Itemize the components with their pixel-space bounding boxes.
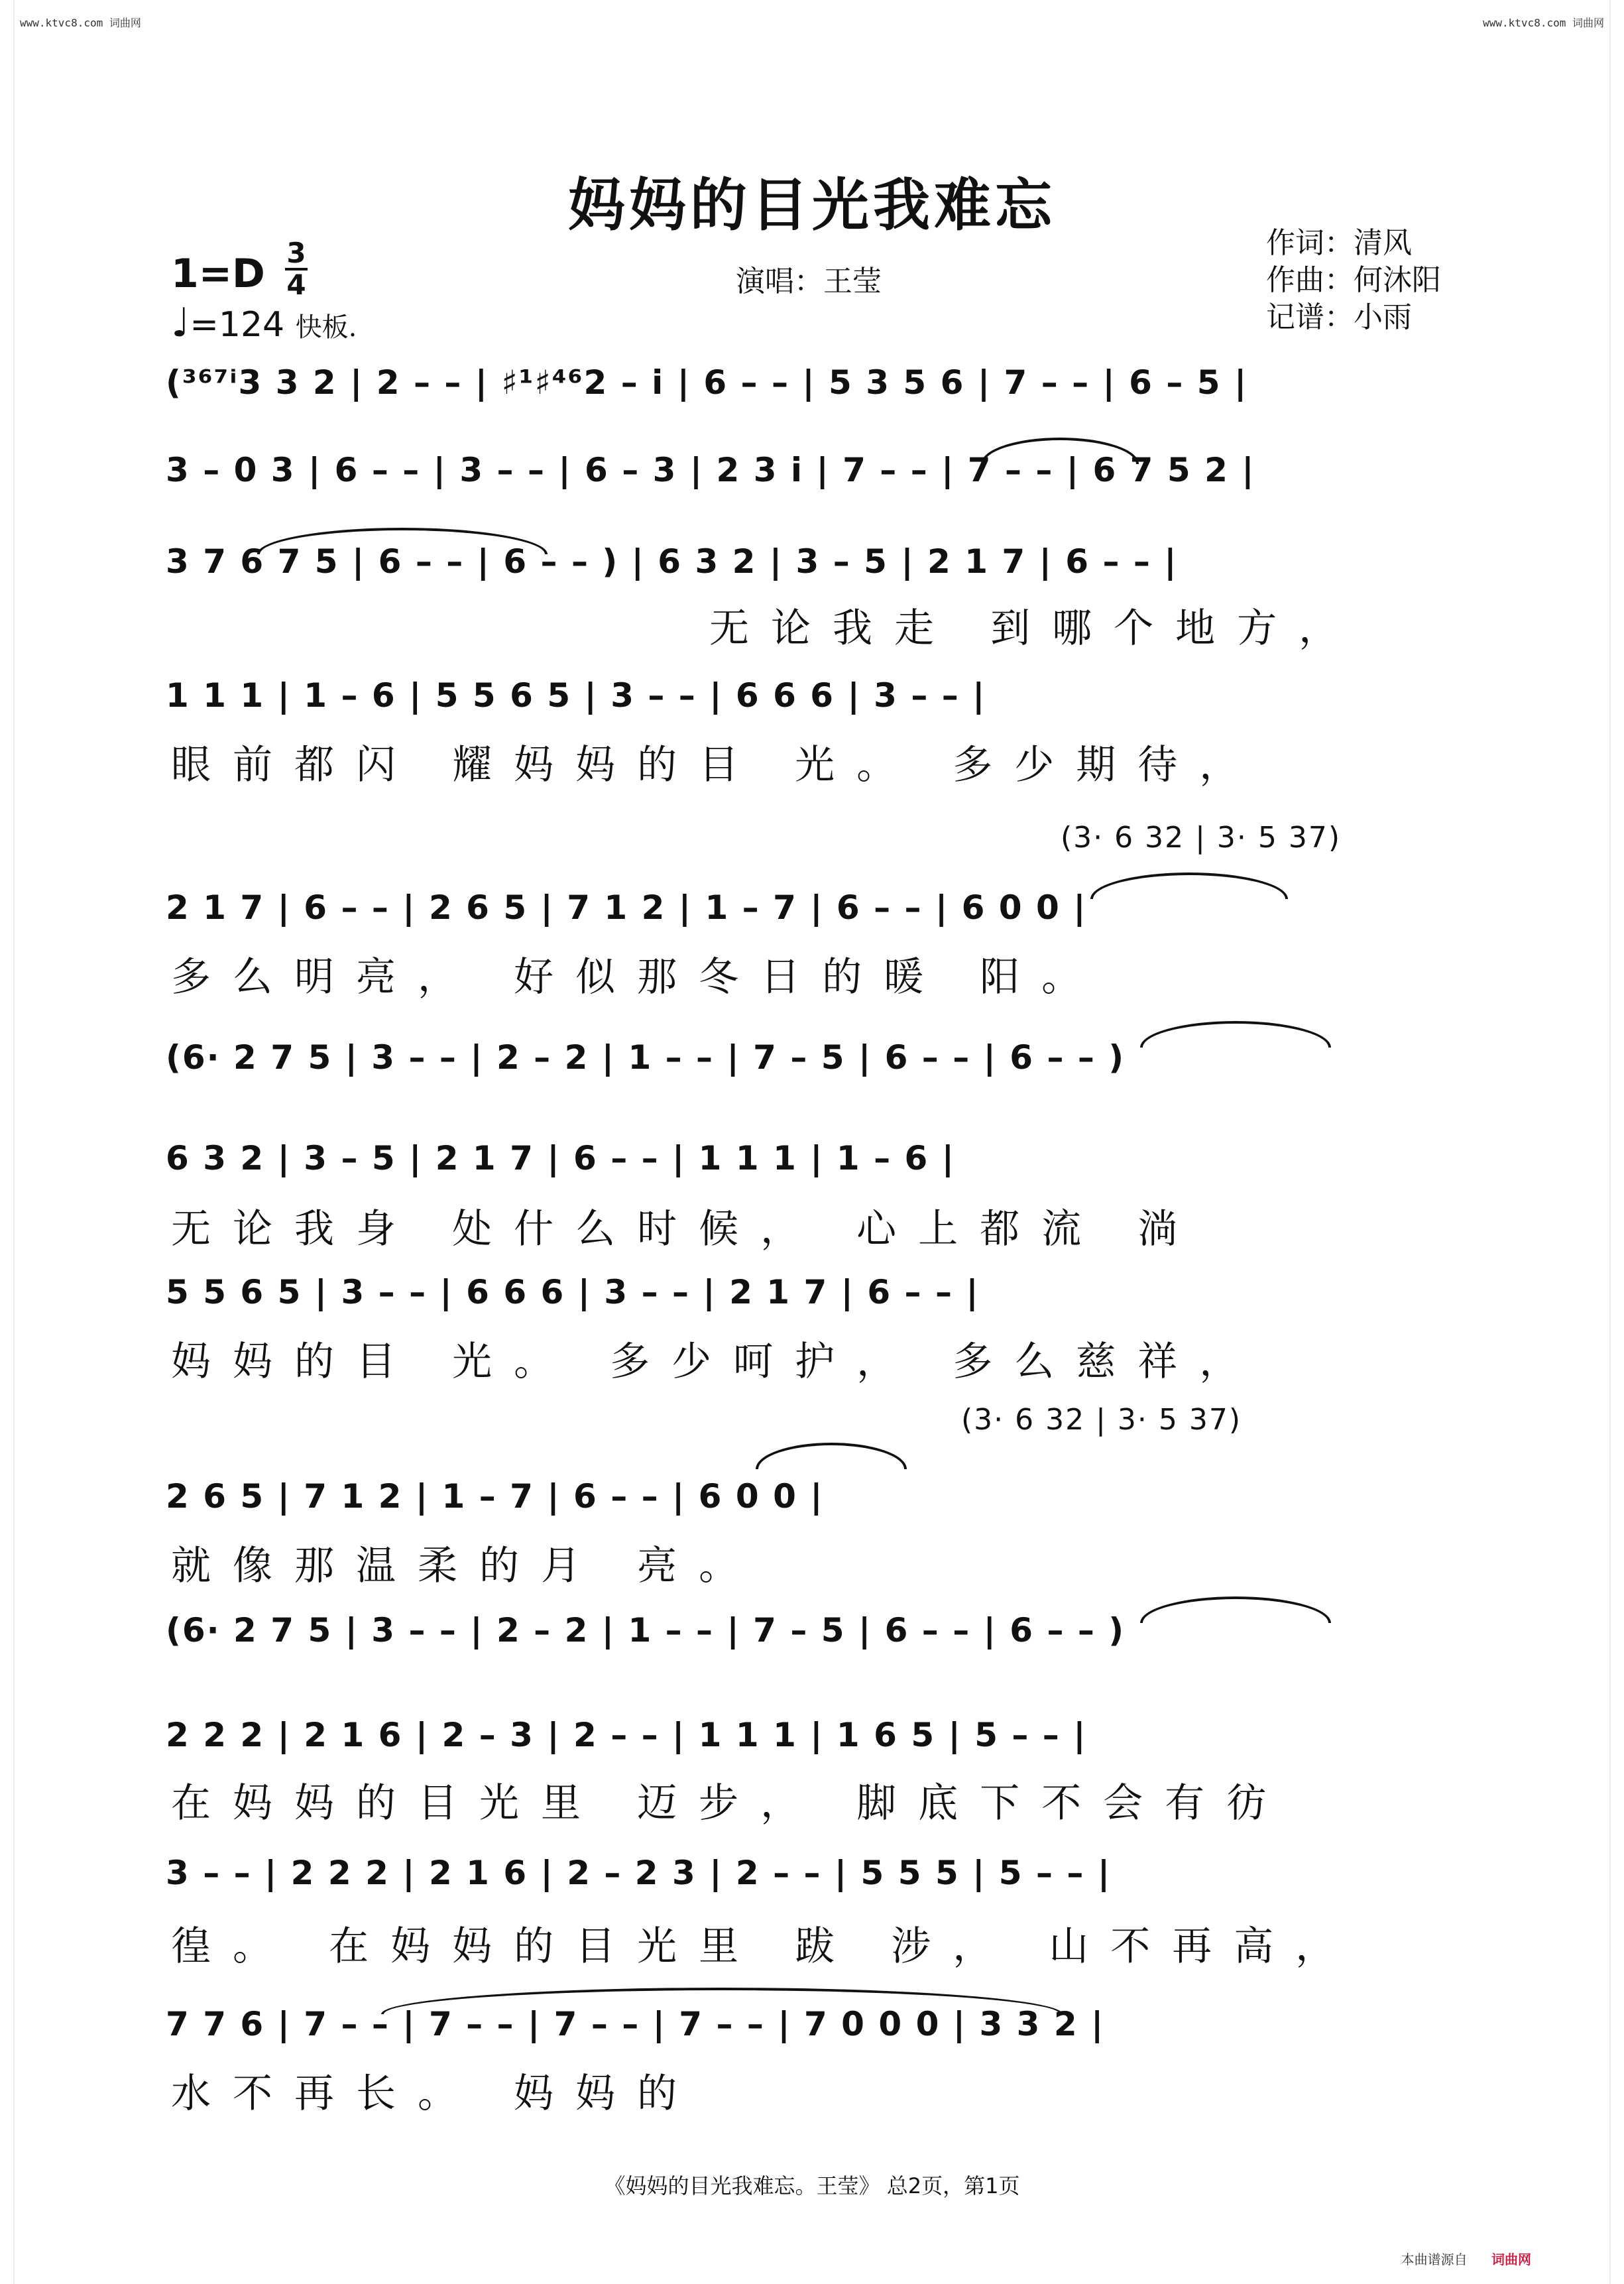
- notation-row-7: 6 3 2 | 3 – 5 | 2 1 7 | 6 – – | 1 1 1 | 1 – 6 |: [166, 1139, 955, 1177]
- lyric-row-9: 就像那温柔的月 亮。: [171, 1543, 761, 1589]
- page-footer: 《妈妈的目光我难忘。王莹》 总2页，第1页: [604, 2173, 1020, 2198]
- slur-mark: [756, 1443, 907, 1469]
- notation-row-1: (³⁶⁷ⁱ3 3 2 | 2 – – | ♯¹♯⁴⁶2 – i | 6 – – | 5 3 5 6 | 7 – – | 6 – 5 |: [166, 363, 1248, 402]
- slur-mark: [381, 1988, 1063, 2014]
- left-border-strip: [0, 0, 15, 2284]
- transcriber: 记谱：小雨: [1266, 300, 1412, 334]
- notation-row-9: 2 6 5 | 7 1 2 | 1 – 7 | 6 – – | 6 0 0 |: [166, 1477, 824, 1516]
- notation-row-13: 7 7 6 | 7 – – | 7 – – | 7 – – | 7 – – | 7 0 0 0 | 3 3 2 |: [166, 2005, 1105, 2043]
- lyric-row-8: 妈妈的目 光。 多少呵护， 多么慈祥，: [171, 1339, 1261, 1385]
- tempo-marking: [171, 300, 357, 346]
- header-right: www.ktvc8.com 词曲网: [1483, 17, 1604, 29]
- brand-text: 本曲谱源自: [1401, 2252, 1468, 2267]
- lyric-row-12: 徨。 在妈妈的目光里 跋 涉， 山不再高，: [171, 1923, 1358, 1970]
- lyric-row-3: 无论我走 到哪个地方，: [709, 605, 1361, 652]
- singer: 演唱：王莹: [736, 265, 882, 298]
- lyric-row-5: 多么明亮， 好似那冬日的暖 阳。: [171, 954, 1104, 1000]
- lyric-row-11: 在妈妈的目光里 迈步， 脚底下不会有彷: [171, 1780, 1289, 1827]
- notation-row-2: 3 – 0 3 | 6 – – | 3 – – | 6 – 3 | 2 3 i | 7 – – | 7 – – | 6 7 5 2 |: [166, 451, 1255, 489]
- tempo-value: =124: [190, 305, 285, 345]
- notation-row-10: (6· 2 7 5 | 3 – – | 2 – 2 | 1 – – | 7 – 5 | 6 – – | 6 – – ): [166, 1611, 1126, 1650]
- brand-credit: [1401, 2249, 1531, 2268]
- header-left: www.ktvc8.com 词曲网: [20, 17, 141, 29]
- song-title: 妈妈的目光我难忘: [568, 172, 1056, 239]
- notation-row-5: 2 1 7 | 6 – – | 2 6 5 | 7 1 2 | 1 – 7 | 6 – – | 6 0 0 |: [166, 888, 1087, 927]
- interlude-row-9: (3· 6 32 | 3· 5 37): [961, 1403, 1242, 1437]
- notation-row-6: (6· 2 7 5 | 3 – – | 2 – 2 | 1 – – | 7 – 5 | 6 – – | 6 – – ): [166, 1038, 1126, 1077]
- notation-row-8: 5 5 6 5 | 3 – – | 6 6 6 | 3 – – | 2 1 7 | 6 – – |: [166, 1273, 980, 1311]
- tempo-speed: 快板.: [295, 312, 357, 343]
- slur-mark: [1140, 1021, 1331, 1048]
- slur-mark: [257, 528, 548, 554]
- notation-row-4: 1 1 1 | 1 – 6 | 5 5 6 5 | 3 – – | 6 6 6 | 3 – – |: [166, 676, 986, 715]
- slur-mark: [981, 438, 1139, 464]
- time-sig-top: 3: [286, 237, 306, 269]
- time-signature: [285, 237, 308, 301]
- right-border-strip: [1609, 0, 1624, 2284]
- brand-logo: 词曲网: [1491, 2252, 1531, 2267]
- notation-row-3: 3 7 6 7 5 | 6 – – | 6 – – ) | 6 3 2 | 3 – 5 | 2 1 7 | 6 – – |: [166, 542, 1178, 581]
- slur-mark: [1090, 872, 1288, 899]
- lyric-row-13: 水不再长。 妈妈的: [171, 2071, 699, 2117]
- interlude-row-5: (3· 6 32 | 3· 5 37): [1061, 821, 1341, 855]
- lyricist: 作词：清风: [1266, 226, 1412, 260]
- lyric-row-7: 无论我身 处什么时候， 心上都流 淌: [171, 1206, 1200, 1252]
- time-sig-bottom: 4: [286, 269, 306, 301]
- notation-row-11: 2 2 2 | 2 1 6 | 2 – 3 | 2 – – | 1 1 1 | 1 6 5 | 5 – – |: [166, 1716, 1087, 1754]
- composer: 作曲：何沐阳: [1266, 263, 1441, 297]
- key-signature: 1=D: [171, 251, 265, 297]
- quarter-note-icon: ♩: [171, 300, 190, 346]
- notation-row-12: 3 – – | 2 2 2 | 2 1 6 | 2 – 2 3 | 2 – – | 5 5 5 | 5 – – |: [166, 1854, 1112, 1892]
- slur-mark: [1140, 1596, 1331, 1623]
- lyric-row-4: 眼前都闪 耀妈妈的目 光。 多少期待，: [171, 742, 1261, 788]
